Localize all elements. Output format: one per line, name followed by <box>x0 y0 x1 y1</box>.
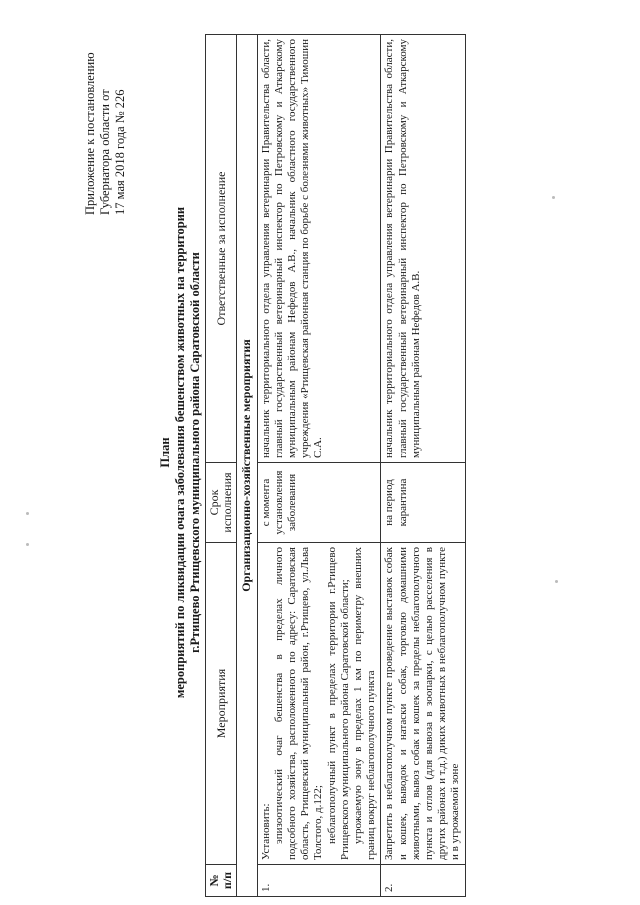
header-responsible: Ответственные за исполнение <box>206 35 237 463</box>
row-num: 2. <box>381 865 465 897</box>
document-subtitle-2: г.Ртищево Ртищевского муниципального района Саратовской области <box>188 252 202 653</box>
header-measures: Мероприятия <box>206 543 237 865</box>
row-term: с момента установления заболевания <box>257 463 381 543</box>
scan-speck <box>26 512 29 515</box>
row-responsible: начальник территориального отдела управления ветеринарии Правительства области, главный государственный ветеринарный инспектор по Петровскому и Аткарскому муниципальным районам Нефедов А.В. <box>381 35 465 463</box>
scan-speck <box>555 580 558 583</box>
measure-paragraph: Установить: <box>259 803 272 860</box>
measure-paragraph: эпизоотический очаг бешенства в пределах личного подсобного хозяйства, расположенного по адресу: Саратовская область, Ртищевский муниципальный район, г.Ртищево, ул.Льва Толстого, д.122; <box>272 547 325 860</box>
row-measure <box>381 543 465 865</box>
appendix-line-3: 17 мая 2018 года № 226 <box>113 89 127 215</box>
document-subtitle-1: мероприятий по ликвидации очага заболевания бешенством животных на территории <box>173 206 187 699</box>
appendix-note <box>83 15 128 215</box>
section-title: Организационно-хозяйственные мероприятия <box>237 35 257 897</box>
row-measure <box>257 543 381 865</box>
row-responsible: начальник территориального отдела управления ветеринарии Правительства области, главный государственный ветеринарный инспектор по Петровскому и Аткарскому муниципальным районам Нефедов А.В., начальник областного государственного учреждения «Ртищевская районная станция по борьбе с болезнями животных» Тимошин С.А. <box>257 35 381 463</box>
table-row <box>381 35 465 897</box>
measure-paragraph: угрожаемую зону в пределах 1 км по периметру внешних границ вокруг неблагополучного пункта <box>352 547 378 860</box>
appendix-line-2: Губернатора области от <box>98 89 112 215</box>
header-term: Срок исполнения <box>206 463 237 543</box>
row-num: 1. <box>257 865 381 897</box>
row-term: на период карантина <box>381 463 465 543</box>
measure-paragraph: Запретить в неблагополучном пункте проведение выставок собак и кошек, выводок и натаски собак, торговлю домашними животными, вывоз собак и кошек за пределы неблагополучного пункта и отлов (для вывоза в зоопарки, с целью расселения в других районах и т.д.) диких животных в неблагополучном пункте и в угрожаемой зоне <box>383 547 462 860</box>
table-header-row <box>206 35 237 897</box>
plan-table <box>205 34 466 897</box>
measure-paragraph: неблагополучный пункт в пределах территории г.Ртищево Ртищевского муниципального района Саратовской области; <box>325 547 351 860</box>
table-row <box>257 35 381 897</box>
document-title: План <box>158 437 172 468</box>
scan-speck <box>552 196 555 199</box>
scan-speck <box>26 543 29 546</box>
section-row <box>237 35 257 897</box>
appendix-line-1: Приложение к постановлению <box>83 52 97 215</box>
header-num: № п/п <box>206 865 237 897</box>
